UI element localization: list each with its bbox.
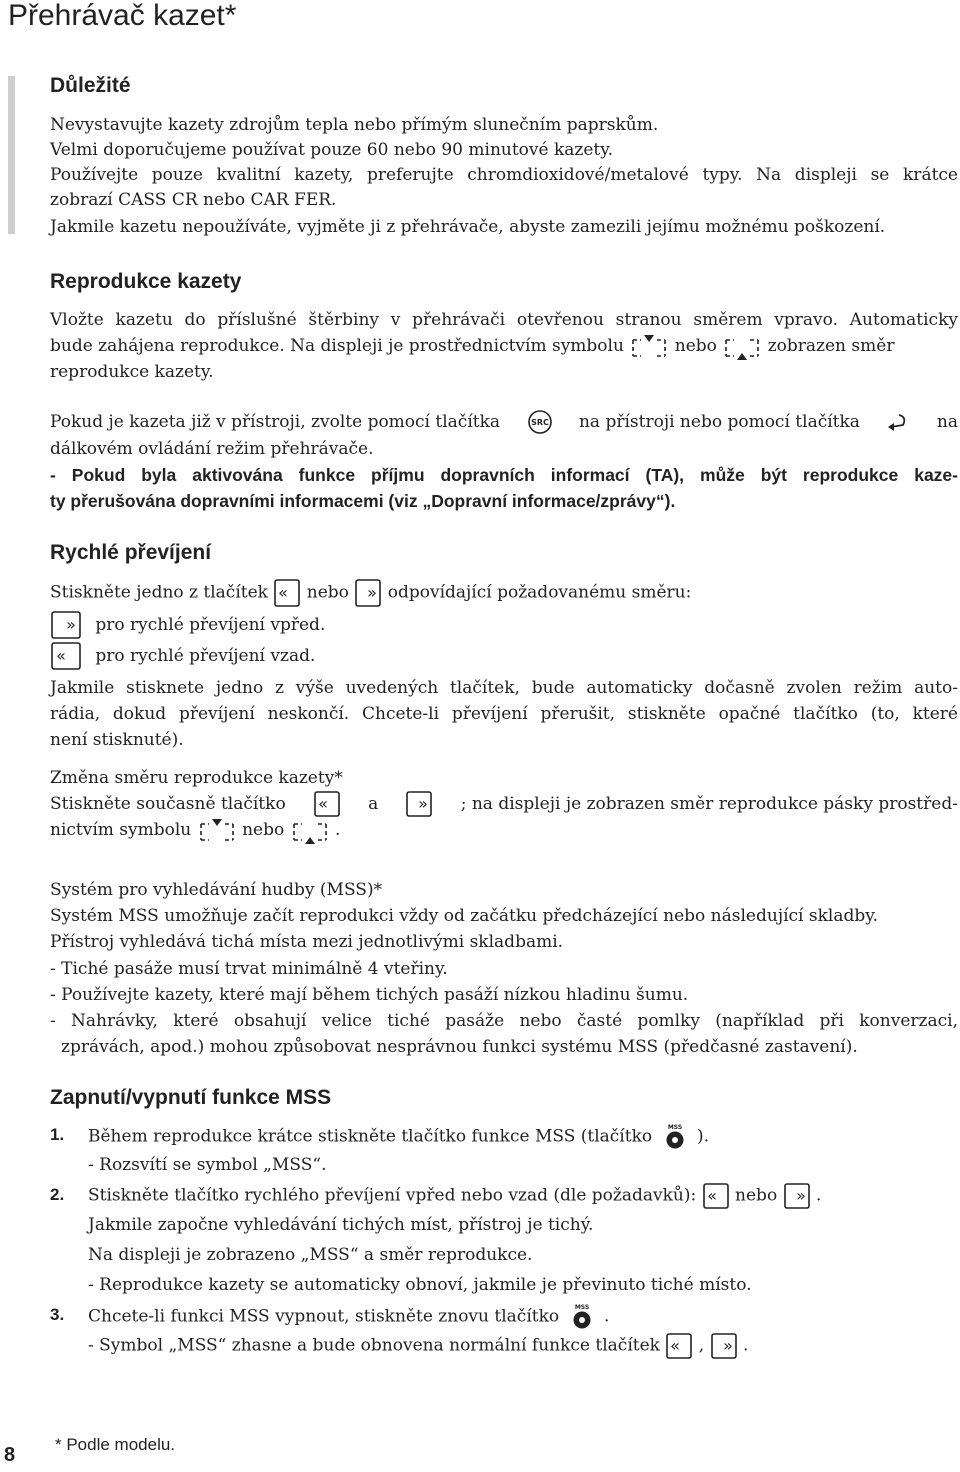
svg-text:»: » xyxy=(66,615,76,634)
fast-forward-paragraph-line-1: Jakmile stisknete jedno z výše uvedených tlačítek, bude automaticky dočasně zvolen režim auto- xyxy=(50,678,958,698)
fast-forward-paragraph-line-3: není stisknuté). xyxy=(50,730,184,750)
playback-line-3: reprodukce kazety. xyxy=(50,362,214,382)
important-line-3: Používejte pouze kvalitní kazety, preferujte chromdioxidové/metalové typy. Na displeji se krátce xyxy=(50,165,958,185)
important-sidebar-bar xyxy=(8,76,15,234)
fast-forward-button-icon xyxy=(354,578,382,608)
important-line-2: Velmi doporučujeme používat pouze 60 nebo 90 minutové kazety. xyxy=(50,140,614,160)
fast-forward-button-icon xyxy=(710,1332,738,1360)
svg-text:»: » xyxy=(418,794,429,813)
fast-forward-heading: Rychlé převíjení xyxy=(50,541,212,564)
svg-text:MSS: MSS xyxy=(574,1304,589,1311)
mss-line-5: - Nahrávky, které obsahují velice tiché pasáže nebo časté pomlky (například při konverzaci, xyxy=(50,1011,958,1031)
fast-forward-item: » pro rychlé převíjení vpřed. xyxy=(50,610,325,640)
step-2-text: Stiskněte tlačítko rychlého převíjení vpřed nebo vzad (dle požadavků): « nebo » . xyxy=(88,1182,821,1210)
step-2-line-4: - Reprodukce kazety se automaticky obnoví, jakmile je převinuto tiché místo. xyxy=(88,1275,752,1295)
mss-onoff-heading: Zapnutí/vypnutí funkce MSS xyxy=(50,1086,332,1109)
mss-line-6: zprávách, apod.) mohou způsobovat nesprávnou funkci systému MSS (předčasné zastavení). xyxy=(61,1037,858,1057)
step-2-line-2: Jakmile započne vyhledávání tichých míst, přístroj je tichý. xyxy=(88,1215,594,1235)
fast-forward-button-icon xyxy=(405,790,433,818)
step-3-note: - Symbol „MSS“ zhasne a bude obnovena normální funkce tlačítek « , » . xyxy=(88,1332,748,1360)
tape-direction-up-icon xyxy=(722,334,762,360)
fast-forward-paragraph-line-2: rádia, dokud převíjení neskončí. Chcete-li převíjení přerušit, stiskněte opačné tlačítko (to, které xyxy=(50,704,958,724)
step-2-number: 2. xyxy=(50,1185,65,1204)
direction-change-title: Změna směru reprodukce kazety* xyxy=(50,768,343,788)
svg-text:«: « xyxy=(706,1186,717,1205)
source-return-icon xyxy=(885,411,911,433)
rewind-button-icon xyxy=(50,641,82,671)
playback-paragraph-2-line-2: dálkovém ovládání režim přehrávače. xyxy=(50,439,374,459)
playback-line-2: bude zahájena reprodukce. Na displeji je prostřednictvím symbolu nebo zobrazen směr xyxy=(50,333,894,360)
rewind-button-icon xyxy=(273,578,301,608)
svg-text:»: » xyxy=(367,583,378,602)
step-2-line-3: Na displeji je zobrazeno „MSS“ a směr reprodukce. xyxy=(88,1245,533,1265)
step-3-text: Chcete-li funkci MSS vypnout, stiskněte znovu tlačítko MSS . xyxy=(88,1302,609,1332)
important-heading: Důležité xyxy=(50,74,131,97)
rewind-button-icon xyxy=(665,1332,693,1360)
tape-direction-down-icon xyxy=(197,818,237,844)
svg-text:»: » xyxy=(722,1336,733,1355)
traffic-info-note-line-2: ty přerušována dopravními informacemi (viz „Dopravní informace/zprávy“). xyxy=(50,491,676,511)
tape-direction-down-icon xyxy=(629,334,669,360)
step-3-number: 3. xyxy=(50,1305,65,1324)
rewind-button-icon xyxy=(702,1182,730,1210)
fast-forward-intro: Stiskněte jedno z tlačítek « nebo » odpovídající požadovanému směru: xyxy=(50,578,691,608)
mss-line-1: Systém MSS umožňuje začít reprodukci vždy od začátku předcházející nebo následující skladby. xyxy=(50,906,878,926)
svg-text:«: « xyxy=(318,794,328,813)
mss-button-icon xyxy=(658,1122,692,1152)
svg-text:«: « xyxy=(670,1336,681,1355)
step-1-number: 1. xyxy=(50,1125,65,1144)
playback-heading: Reprodukce kazety xyxy=(50,270,242,293)
svg-text:»: » xyxy=(795,1186,806,1205)
rewind-item: « pro rychlé převíjení vzad. xyxy=(50,641,315,671)
important-line-4: zobrazí CASS CR nebo CAR FER. xyxy=(50,190,337,210)
mss-line-2: Přístroj vyhledává tichá místa mezi jednotlivými skladbami. xyxy=(50,932,564,952)
svg-text:MSS: MSS xyxy=(667,1124,682,1131)
direction-change-line-1: Stiskněte současně tlačítko « a » ; na displeji je zobrazen směr reprodukce pásky prostřed- xyxy=(50,790,958,818)
step-1-text: Během reprodukce krátce stiskněte tlačítko funkce MSS (tlačítko MSS ). xyxy=(88,1122,709,1152)
footnote: * Podle modelu. xyxy=(55,1435,176,1454)
page-number: 8 xyxy=(4,1444,16,1466)
direction-change-line-2: nictvím symbolu nebo . xyxy=(50,817,340,844)
mss-line-3: - Tiché pasáže musí trvat minimálně 4 vteřiny. xyxy=(50,959,448,979)
fast-forward-button-icon xyxy=(50,610,82,640)
svg-text:«: « xyxy=(278,583,289,602)
traffic-info-note-line-1: - Pokud byla aktivována funkce příjmu dopravních informací (TA), může být reprodukce kaze- xyxy=(50,465,958,485)
fast-forward-button-icon xyxy=(783,1182,811,1210)
mss-button-icon xyxy=(565,1302,599,1332)
playback-paragraph-2-line-1: Pokud je kazeta již v přístroji, zvolte pomocí tlačítka SRC na přístroji nebo pomocí tlačítka na xyxy=(50,409,958,435)
tape-direction-up-icon xyxy=(290,818,330,844)
src-button-icon xyxy=(526,409,554,435)
page-title: Přehrávač kazet* xyxy=(8,0,237,32)
playback-line-1: Vložte kazetu do příslušné štěrbiny v přehrávači otevřenou stranou směrem vpravo. Automaticky xyxy=(50,310,958,330)
step-1-note: - Rozsvítí se symbol „MSS“. xyxy=(88,1155,327,1175)
important-line-1: Nevystavujte kazety zdrojům tepla nebo přímým slunečním paprskům. xyxy=(50,115,659,135)
mss-title: Systém pro vyhledávání hudby (MSS)* xyxy=(50,880,383,900)
mss-line-4: - Používejte kazety, které mají během tichých pasáží nízkou hladinu šumu. xyxy=(50,985,689,1005)
important-line-5: Jakmile kazetu nepoužíváte, vyjměte ji z přehrávače, abyste zamezili jejímu možnému poškození. xyxy=(50,217,886,237)
rewind-button-icon xyxy=(313,790,341,818)
svg-text:SRC: SRC xyxy=(530,418,549,427)
svg-text:«: « xyxy=(56,646,66,665)
